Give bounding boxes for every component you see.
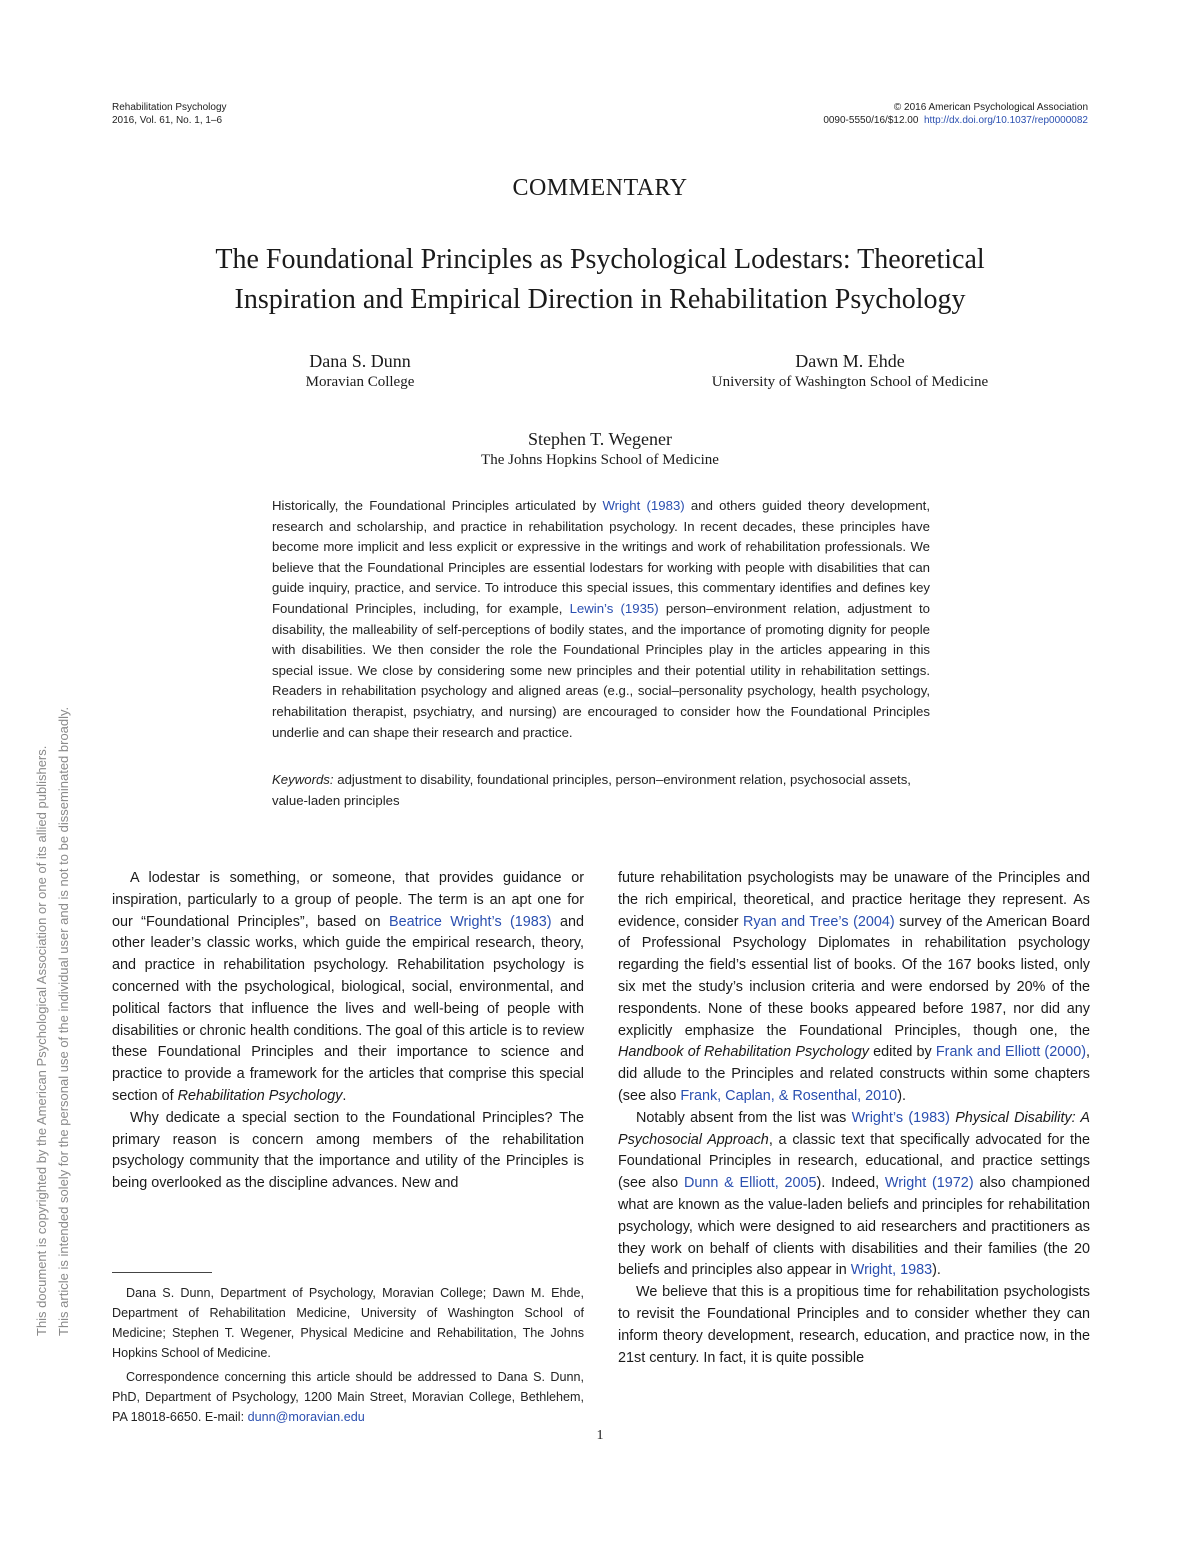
author-affiliation: University of Washington School of Medicine bbox=[711, 374, 989, 390]
page-number: 1 bbox=[596, 1428, 604, 1443]
book-title-italic: Handbook of Rehabilitation Psychology bbox=[618, 1044, 869, 1061]
issue-info: 2016, Vol. 61, No. 1, 1–6 bbox=[112, 115, 223, 126]
footnote-text: Correspondence concerning this article should be addressed to Dana S. Dunn, PhD, Department of Psychology, 1200 Main Street, Moravian College, Bethlehem, PA 18018-6650. E-mail: bbox=[112, 1370, 584, 1424]
title-line-2: Inspiration and Empirical Direction in Rehabilitation Psychology bbox=[234, 284, 966, 315]
paragraph: Why dedicate a special section to the Foundational Principles? The primary reason is concern among members of the rehabilitation psychology community that the importance and utility of the Principles is being overlooked as the discipline advances. New and bbox=[112, 1109, 584, 1192]
author-name: Stephen T. Wegener bbox=[527, 429, 672, 449]
citation-link[interactable]: Frank, Caplan, & Rosenthal, 2010 bbox=[680, 1087, 898, 1104]
author-name: Dana S. Dunn bbox=[309, 351, 411, 371]
journal-name: Rehabilitation Psychology bbox=[112, 102, 227, 113]
author-name: Dawn M. Ehde bbox=[795, 351, 905, 371]
citation-link[interactable]: Wright, 1983 bbox=[850, 1262, 933, 1279]
author-affiliation: Moravian College bbox=[305, 374, 415, 390]
body-column-right bbox=[618, 868, 1090, 1369]
footnote-divider bbox=[112, 1272, 212, 1273]
paragraph: We believe that this is a propitious time for rehabilitation psychologists to revisit the Foundational Principles and to consider whether they can inform theory development, research, education, and practice now, in the 21st century. In fact, it is quite possible bbox=[618, 1284, 1090, 1366]
abstract-text: and others guided theory development, research and scholarship, and practice in rehabilitation psychology. In recent decades, these principles have become more implicit and less explicit or expressive in the writings and work of rehabilitation professionals. We believe that the Foundational Principles are essential lodestars for working with people with disabilities that can guide inquiry, practice, and service. To introduce this special issues, this commentary identifies and defines key Foundational Principles, including, for example, bbox=[272, 498, 930, 616]
author-affiliation: The Johns Hopkins School of Medicine bbox=[481, 452, 719, 468]
citation-link[interactable]: Dunn & Elliott, 2005 bbox=[683, 1175, 817, 1192]
paragraph bbox=[618, 1108, 1090, 1282]
citation-link[interactable]: Beatrice Wright’s (1983) bbox=[389, 913, 552, 930]
abstract-text: person–environment relation, adjustment to disability, the malleability of self-perceptions of bodily states, and the importance of promoting dignity for people with disabilities. We then consider the role the Foundational Principles play in the articles appearing in this special issue. We close by considering some new principles and their potential utility in rehabilitation settings. Readers in rehabilitation psychology and aligned areas (e.g., social–personality psychology, health psychology, rehabilitation therapist, psychiatry, and nursing) are encouraged to consider how the Foundational Principles underlie and can shape their research and practice. bbox=[272, 600, 930, 740]
issn-doi-line bbox=[823, 114, 1088, 127]
footnote-affiliations: Dana S. Dunn, Department of Psychology, Moravian College; Dawn M. Ehde, Department of Rehabilitation Medicine, University of Washington School of Medicine; Stephen T. Wegener, Physical Medicine and Rehabilitation, The Johns Hopkins School of Medicine. bbox=[112, 1286, 584, 1360]
section-label: COMMENTARY bbox=[512, 175, 688, 201]
body-column-left bbox=[112, 868, 584, 1195]
paragraph-text: ). bbox=[897, 1087, 906, 1104]
paragraph-text: , a classic text that specifically advocated for the Foundational Principles in research, educational, and practice settings (see also bbox=[618, 1131, 1090, 1192]
running-header-right bbox=[823, 101, 1088, 127]
author-block-2 bbox=[650, 350, 1050, 392]
abstract bbox=[272, 496, 930, 743]
citation-link[interactable]: Wright (1972) bbox=[884, 1175, 974, 1192]
author-block-1 bbox=[240, 350, 480, 392]
author-block-3 bbox=[400, 428, 800, 470]
footnotes bbox=[112, 1283, 584, 1431]
paragraph-text: , did allude to the Principles and related constructs within some chapters (see also bbox=[618, 1044, 1091, 1104]
citation-link[interactable]: Wright (1983) bbox=[602, 498, 685, 513]
copyright-side-notice-1: This document is copyrighted by the American Psychological Association or one of its allied publishers. bbox=[34, 745, 49, 1336]
paragraph-text: and other leader’s classic works, which guide the empirical research, theory, and practice in rehabilitation psychology. Rehabilitation psychology is concerned with the psychological, biological, social, environmental, and political factors that influence the lives and well-being of people with disabilities or chronic health conditions. The goal of this article is to review these Foundational Principles and their importance to science and practice to provide a framework for the articles that comprise this special section of bbox=[112, 913, 584, 1104]
abstract-text: Historically, the Foundational Principles articulated by bbox=[272, 498, 603, 513]
issn: 0090-5550/16/$12.00 bbox=[823, 115, 919, 126]
paragraph-text: . bbox=[342, 1087, 347, 1104]
paragraph-text: survey of the American Board of Professional Psychology Diplomates in rehabilitation psychology regarding the field’s essential list of books. Of the 167 books listed, only six met the study’s inclusion criteria and were endorsed by 20% of the respondents. None of these books appeared before 1987, nor did any explicitly emphasize the Foundational Principles, though one, the bbox=[618, 913, 1090, 1039]
paragraph-text: A lodestar is something, or someone, that provides guidance or inspiration, particularly to a group of people. The term is an apt one for our “Foundational Principles”, based on bbox=[112, 870, 584, 930]
paragraph-text: edited by bbox=[868, 1044, 936, 1061]
citation-link[interactable]: Lewin’s (1935) bbox=[569, 600, 659, 616]
footnote-correspondence bbox=[112, 1367, 584, 1427]
paragraph-text: Notably absent from the list was bbox=[636, 1109, 852, 1126]
paragraph-text: future rehabilitation psychologists may be unaware of the Principles and the rich empirical, theoretical, and practice heritage they represent. As evidence, consider bbox=[618, 870, 1090, 930]
copyright-side-notice-2: This article is intended solely for the personal use of the individual user and is not to be disseminated broadly. bbox=[56, 706, 71, 1336]
keywords-label: Keywords: bbox=[272, 772, 334, 787]
citation-link[interactable]: Wright’s (1983) bbox=[851, 1109, 950, 1126]
paragraph-text: ). bbox=[932, 1262, 941, 1279]
paragraph bbox=[618, 868, 1090, 1108]
paragraph bbox=[112, 868, 584, 1108]
email-link[interactable]: dunn@moravian.edu bbox=[247, 1410, 365, 1424]
citation-link[interactable]: Ryan and Tree’s (2004) bbox=[743, 913, 895, 930]
citation-link[interactable]: Frank and Elliott (2000) bbox=[935, 1044, 1087, 1061]
book-title-italic: Physical Disability: A Psychosocial Approach bbox=[618, 1109, 1090, 1148]
running-header-left bbox=[112, 101, 227, 127]
paragraph-text: also championed what are known as the value-laden beliefs and principles for rehabilitation psychology, which were designed to aid researchers and practitioners as they work on behalf of clients with disabilities and their families (the 20 beliefs and principles also appear in bbox=[618, 1175, 1090, 1279]
article-title bbox=[100, 240, 1100, 320]
doi-link[interactable]: http://dx.doi.org/10.1037/rep0000082 bbox=[923, 115, 1088, 126]
keywords bbox=[272, 770, 930, 811]
title-line-1: The Foundational Principles as Psychological Lodestars: Theoretical bbox=[215, 244, 985, 275]
copyright-line: © 2016 American Psychological Association bbox=[893, 102, 1088, 113]
keywords-text: adjustment to disability, foundational principles, person–environment relation, psychosocial assets, value-laden principles bbox=[272, 772, 911, 808]
journal-title-italic: Rehabilitation Psychology bbox=[177, 1087, 343, 1104]
paragraph-text: ). Indeed, bbox=[816, 1175, 885, 1192]
